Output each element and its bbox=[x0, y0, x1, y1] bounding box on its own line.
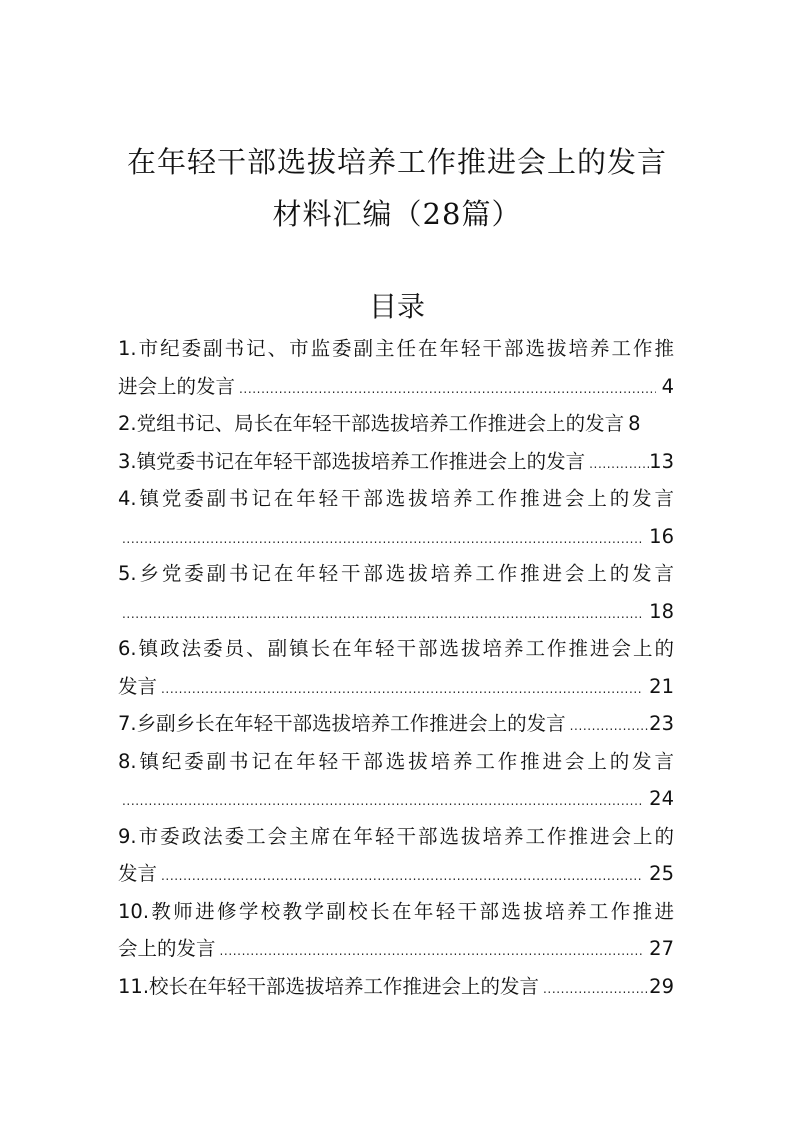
toc-entry-3[interactable] bbox=[118, 443, 674, 481]
toc-entry-title: 10.教师进修学校教学副校长在年轻干部选拔培养工作推进 bbox=[118, 899, 674, 923]
toc-heading: 目录 bbox=[368, 290, 425, 323]
toc-entry-title: 6.镇政法委员、副镇长在年轻干部选拔培养工作推进会上的 bbox=[118, 637, 674, 660]
toc-leader-dots bbox=[239, 371, 656, 406]
toc-leader-dots bbox=[589, 446, 649, 481]
toc-entry-title: 9.市委政法委工会主席在年轻干部选拔培养工作推进会上的 bbox=[118, 824, 674, 848]
toc-entry-1[interactable] bbox=[118, 330, 674, 405]
toc-leader-dots bbox=[122, 783, 643, 818]
toc-leader-dots bbox=[161, 858, 643, 893]
toc-entry-title: 8.镇纪委副书记在年轻干部选拔培养工作推进会上的发言 bbox=[118, 749, 674, 773]
toc-page-number: 8 bbox=[628, 412, 641, 435]
toc-entry-11[interactable] bbox=[118, 968, 674, 1006]
toc-page-number: 24 bbox=[649, 787, 674, 810]
toc-entry-4[interactable] bbox=[118, 480, 674, 555]
toc-entry-title: 3.镇党委书记在年轻干部选拔培养工作推进会上的发言 bbox=[118, 449, 586, 473]
toc-entry-title-continued: 发言 bbox=[118, 862, 158, 885]
toc-page-number: 27 bbox=[649, 937, 674, 960]
toc-entry-title: 2.党组书记、局长在年轻干部选拔培养工作推进会上的发言 bbox=[118, 412, 625, 435]
toc-entry-9[interactable] bbox=[118, 818, 674, 893]
toc-leader-dots bbox=[122, 521, 643, 556]
toc-entry-8[interactable] bbox=[118, 743, 674, 818]
toc-page-number: 13 bbox=[649, 449, 674, 473]
toc-entry-7[interactable] bbox=[118, 705, 674, 743]
toc-page-number: 4 bbox=[661, 374, 674, 398]
toc-page-number: 16 bbox=[649, 524, 674, 548]
toc-entry-title: 5.乡党委副书记在年轻干部选拔培养工作推进会上的发言 bbox=[118, 562, 674, 585]
document-title-line-1: 在年轻干部选拔培养工作推进会上的发言 bbox=[126, 145, 667, 179]
toc-entry-title-continued: 会上的发言 bbox=[118, 937, 216, 960]
toc-leader-dots bbox=[161, 671, 643, 706]
document-title-line-2: 材料汇编（28篇） bbox=[272, 197, 522, 231]
toc-entry-title: 11.校长在年轻干部选拔培养工作推进会上的发言 bbox=[118, 974, 540, 998]
toc-page-number: 23 bbox=[649, 712, 674, 735]
table-of-contents bbox=[118, 330, 674, 1005]
toc-entry-5[interactable] bbox=[118, 555, 674, 630]
toc-page-number: 25 bbox=[649, 862, 674, 885]
toc-entry-title-continued: 发言 bbox=[118, 674, 158, 698]
toc-entry-title-continued: 进会上的发言 bbox=[118, 374, 236, 398]
toc-page-number: 21 bbox=[649, 674, 674, 698]
toc-page-number: 18 bbox=[649, 599, 674, 623]
toc-entry-10[interactable] bbox=[118, 893, 674, 968]
toc-entry-2[interactable] bbox=[118, 405, 674, 443]
toc-page-number: 29 bbox=[649, 974, 674, 998]
toc-leader-dots bbox=[543, 971, 649, 1006]
toc-leader-dots bbox=[220, 933, 644, 968]
toc-entry-title: 4.镇党委副书记在年轻干部选拔培养工作推进会上的发言 bbox=[118, 487, 674, 510]
toc-entry-6[interactable] bbox=[118, 630, 674, 705]
toc-leader-dots bbox=[570, 708, 650, 743]
toc-entry-title: 7.乡副乡长在年轻干部选拔培养工作推进会上的发言 bbox=[118, 712, 566, 735]
toc-entry-title: 1.市纪委副书记、市监委副主任在年轻干部选拔培养工作推 bbox=[118, 337, 674, 360]
toc-leader-dots bbox=[122, 596, 643, 631]
